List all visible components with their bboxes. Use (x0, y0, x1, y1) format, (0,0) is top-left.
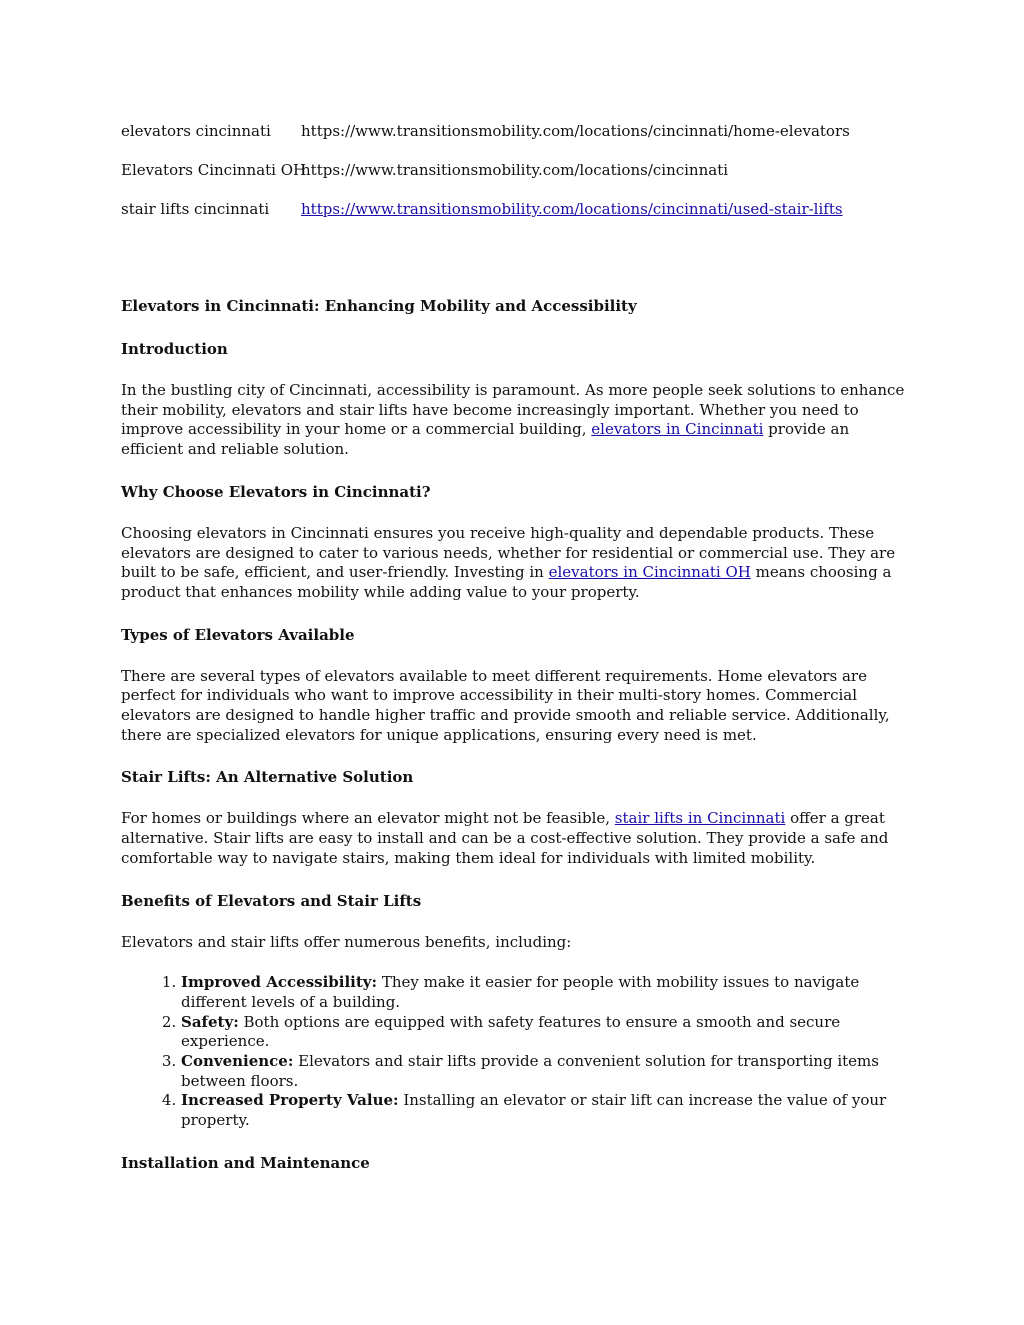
keyword-table (121, 120, 911, 237)
paragraph-text: Choosing elevators in Cincinnati ensures you receive high-quality and dependable products. These elevators are designed to cater to various needs, whether for residential or commercial use. They are built to be safe, efficient, and user-friendly. Investing in (121, 523, 896, 582)
introduction-paragraph (121, 381, 911, 460)
list-item (181, 1013, 911, 1052)
section-heading-types: Types of Elevators Available (121, 625, 355, 644)
paragraph-text: offer a great alternative. Stair lifts are easy to install and can be a cost-effective solution. They provide a safe and comfortable way to navigate stairs, making them ideal for individuals with limited mobility. (121, 809, 889, 867)
list-item-text: Elevators and stair lifts provide a convenient solution for transporting items between floors. (181, 1052, 879, 1090)
paragraph-text: In the bustling city of Cincinnati, accessibility is paramount. As more people seek solutions to enhance their mobility, elevators and stair lifts have become increasingly important. Whether you need to improve accessibility in your home or a commercial building, (121, 381, 905, 439)
list-item (181, 1052, 911, 1091)
list-item-text: Installing an elevator or stair lift can increase the value of your property. (181, 1091, 887, 1130)
document-page (121, 120, 911, 1174)
list-item-label: Improved Accessibility: (181, 973, 378, 992)
keyword-row (121, 198, 911, 237)
section-heading-why-choose: Why Choose Elevators in Cincinnati? (121, 482, 431, 501)
stair-lifts-in-cincinnati-link[interactable]: stair lifts in Cincinnati (614, 809, 786, 828)
types-paragraph: There are several types of elevators available to meet different requirements. Home elevators are perfect for individuals who want to improve accessibility in their multi-story homes. Commercial elevators are designed to handle higher traffic and provide smooth and reliable service. Additionally, there are specialized elevators for unique applications, ensuring every need is met. (121, 666, 890, 744)
list-item-text: They make it easier for people with mobility issues to navigate different levels of a building. (181, 973, 860, 1011)
benefits-intro-paragraph: Elevators and stair lifts offer numerous benefits, including: (121, 932, 572, 951)
keyword-text: elevators cincinnati (121, 122, 271, 140)
list-item-label: Increased Property Value: (181, 1091, 399, 1110)
paragraph-text: provide an efficient and reliable solution. (121, 420, 850, 459)
list-item (181, 1091, 911, 1130)
keyword-url: https://www.transitionsmobility.com/locations/cincinnati/home-elevators (301, 122, 850, 140)
keyword-url-link[interactable]: https://www.transitionsmobility.com/locations/cincinnati/used-stair-lifts (301, 200, 843, 218)
section-heading-installation: Installation and Maintenance (121, 1153, 370, 1172)
stair-lifts-paragraph (121, 809, 911, 868)
list-item-label: Safety: (181, 1012, 239, 1031)
why-choose-paragraph (121, 524, 911, 603)
paragraph-text: For homes or buildings where an elevator might not be feasible, (121, 809, 615, 828)
list-item (181, 973, 911, 1012)
benefits-list (121, 973, 911, 1131)
list-item-text: Both options are equipped with safety features to ensure a smooth and secure experience. (181, 1012, 841, 1051)
section-heading-introduction: Introduction (121, 340, 228, 358)
keyword-row (121, 120, 911, 159)
paragraph-text: means choosing a product that enhances mobility while adding value to your property. (121, 563, 892, 601)
section-heading-benefits: Benefits of Elevators and Stair Lifts (121, 891, 422, 910)
keyword-text: stair lifts cincinnati (121, 200, 270, 218)
keyword-row (121, 159, 911, 198)
article-title: Elevators in Cincinnati: Enhancing Mobility and Accessibility (121, 297, 637, 315)
keyword-text: Elevators Cincinnati OH (121, 161, 307, 179)
section-heading-stair-lifts: Stair Lifts: An Alternative Solution (121, 768, 414, 787)
elevators-in-cincinnati-link[interactable]: elevators in Cincinnati (591, 420, 764, 439)
list-item-label: Convenience: (181, 1052, 294, 1071)
elevators-in-cincinnati-oh-link[interactable]: elevators in Cincinnati OH (548, 563, 751, 582)
keyword-url: https://www.transitionsmobility.com/locations/cincinnati (301, 161, 729, 179)
